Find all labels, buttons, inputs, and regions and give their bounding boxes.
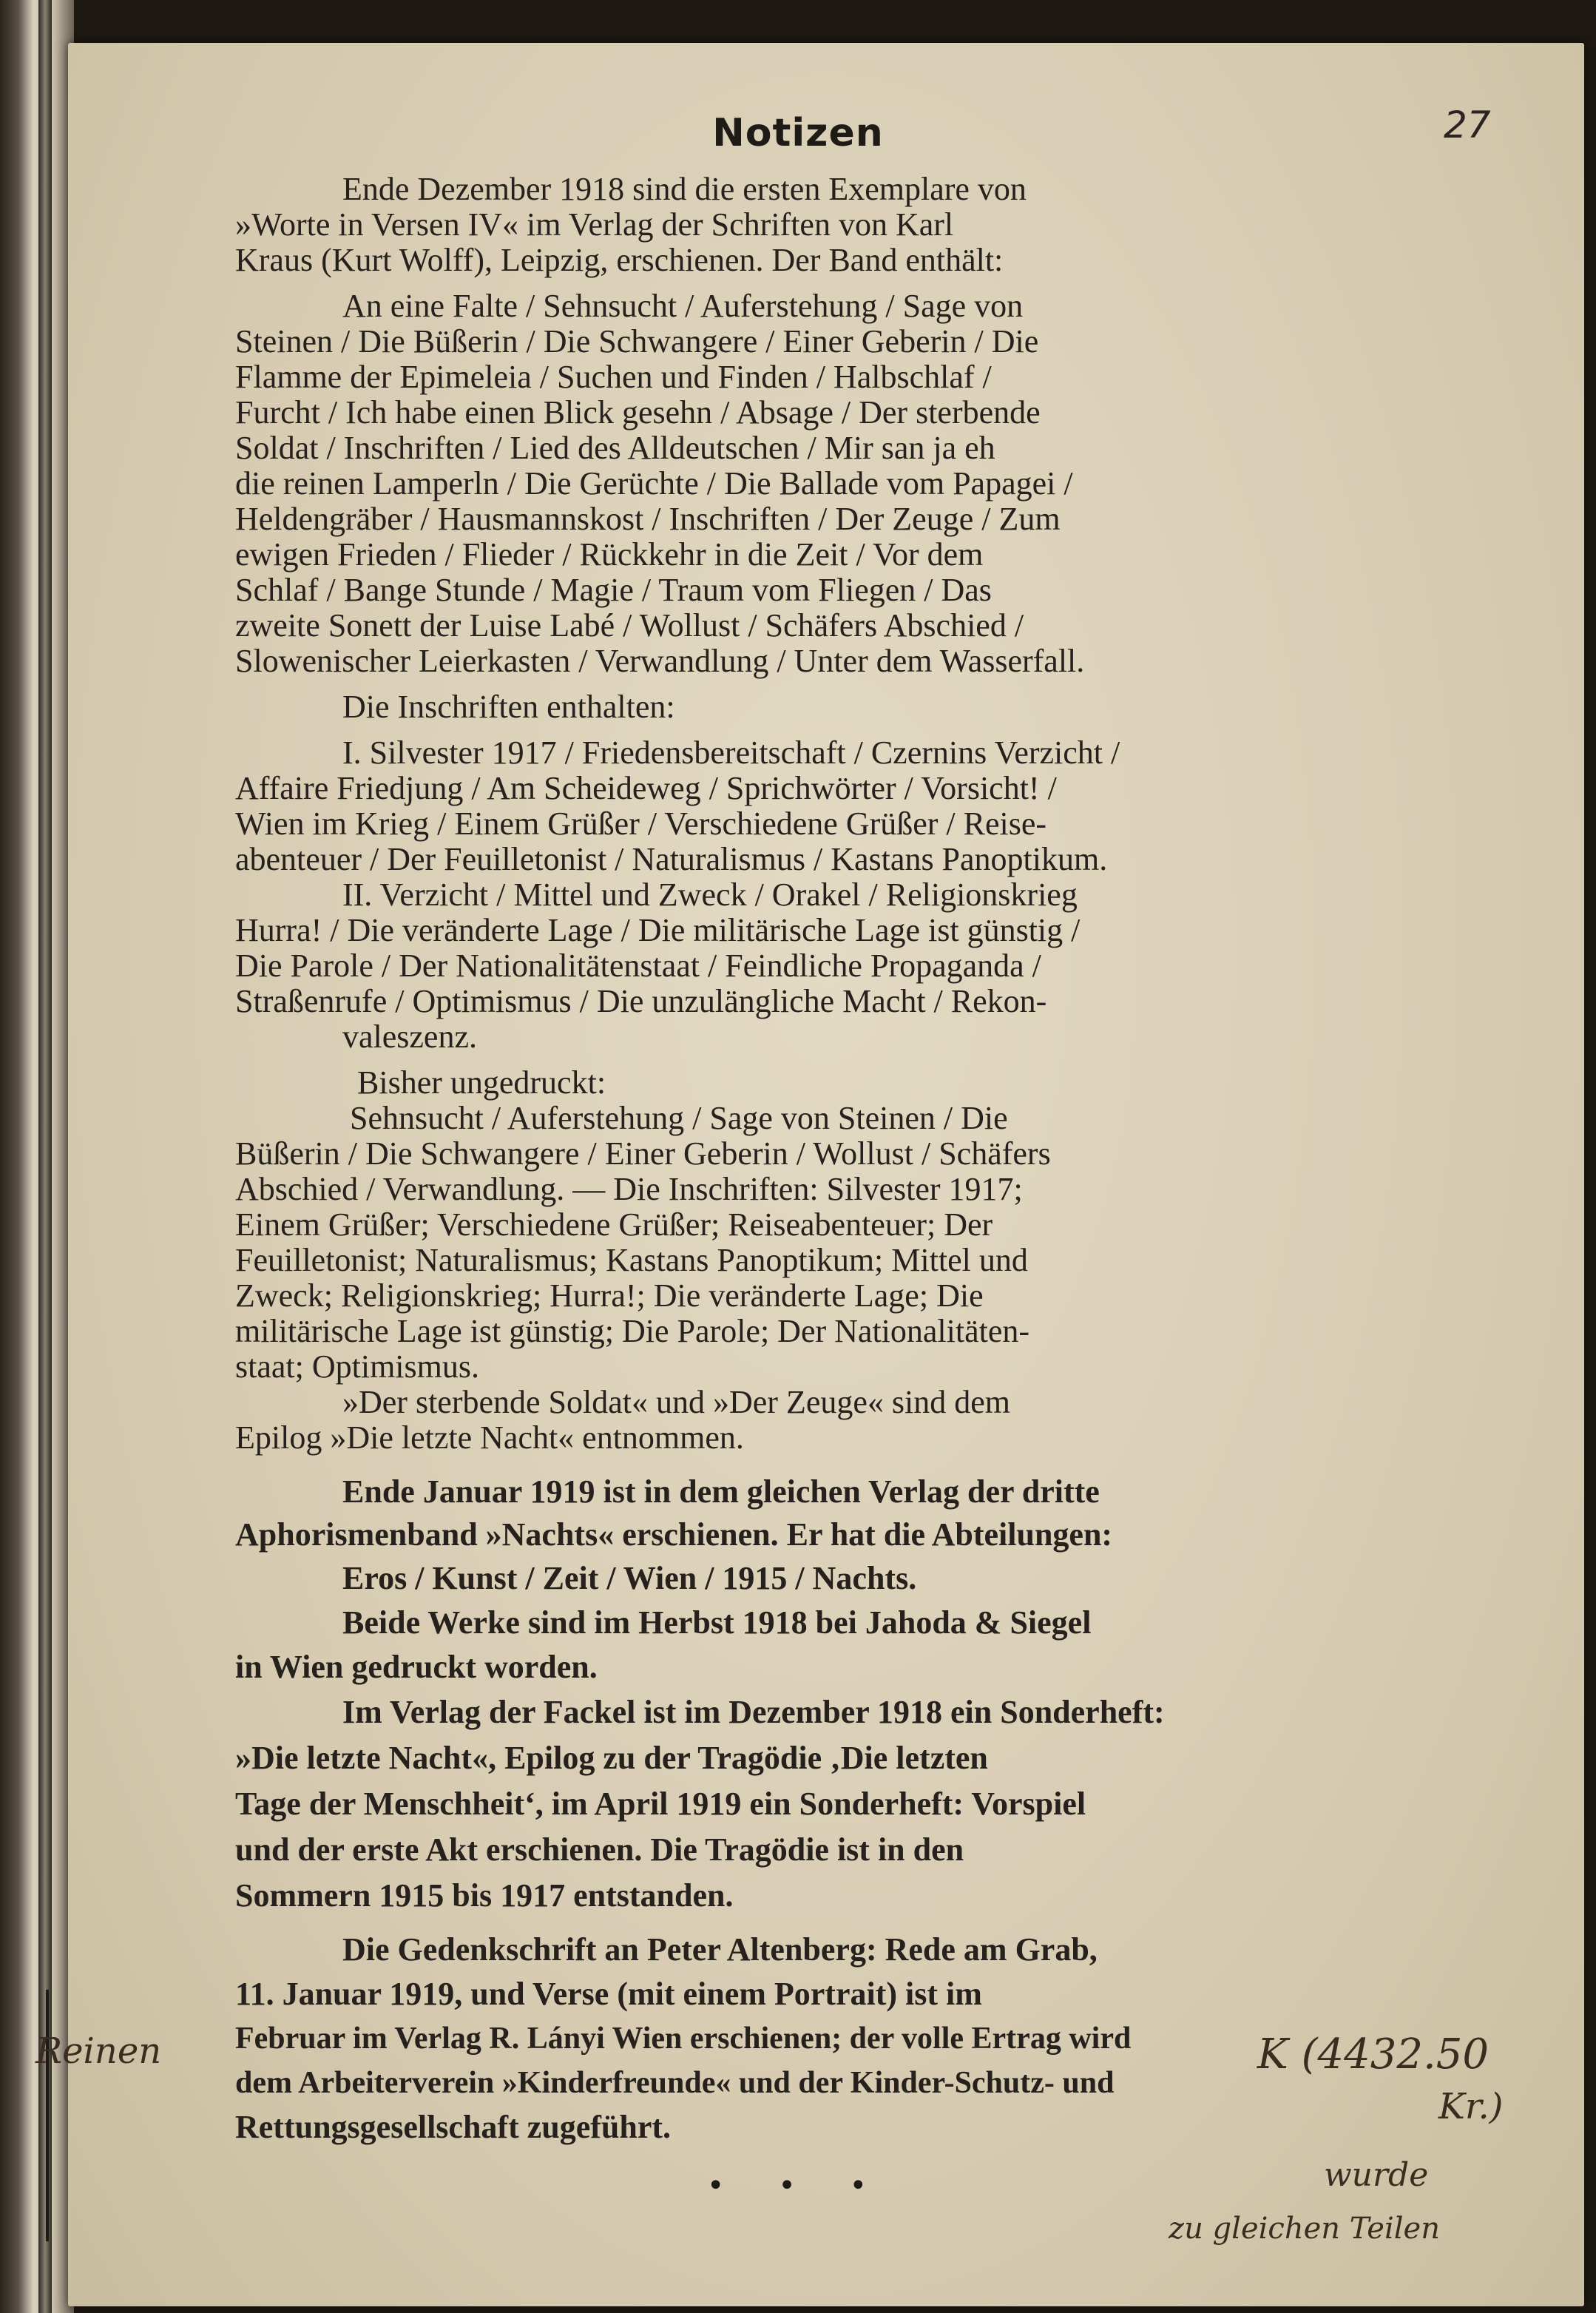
text-line: Straßenrufe / Optimismus / Die unzulängliche Macht / Rekon- xyxy=(235,983,1047,1019)
text-line: Ende Dezember 1918 sind die ersten Exemplare von xyxy=(342,171,1027,207)
text-line: »Die letzte Nacht«, Epilog zu der Tragödie ‚Die letzten xyxy=(235,1740,988,1776)
text-line: dem Arbeiterverein »Kinderfreunde« und der Kinder-Schutz- und xyxy=(235,2066,1115,2100)
text-line: I. Silvester 1917 / Friedensbereitschaft / Czernins Verzicht / xyxy=(342,735,1120,771)
text-line: Einem Grüßer; Verschiedene Grüßer; Reiseabenteuer; Der xyxy=(235,1206,993,1243)
text-line: »Der sterbende Soldat« und »Der Zeuge« sind dem xyxy=(342,1384,1010,1420)
paragraph-inscriptions-part1 xyxy=(235,735,1268,877)
text-line: Epilog »Die letzte Nacht« entnommen. xyxy=(235,1419,744,1456)
handwritten-margin-left: Reinen xyxy=(35,2030,162,2072)
binding-edge xyxy=(38,0,52,2313)
text-line: Februar im Verlag R. Lányi Wien erschienen; der volle Ertrag wird xyxy=(235,2022,1132,2056)
text-line: Ende Januar 1919 ist in dem gleichen Verlag der dritte xyxy=(342,1473,1100,1510)
paragraph-fackel xyxy=(235,1689,1268,1919)
body-text xyxy=(235,172,1268,2150)
text-line: Zweck; Religionskrieg; Hurra!; Die veränderte Lage; Die xyxy=(235,1277,984,1314)
text-line: militärische Lage ist günstig; Die Parole; Der Nationalitäten- xyxy=(235,1313,1030,1349)
text-line: Sommern 1915 bis 1917 entstanden. xyxy=(235,1877,734,1914)
text-line: die reinen Lamperln / Die Gerüchte / Die Ballade vom Papagei / xyxy=(235,465,1073,502)
text-line: Büßerin / Die Schwangere / Einer Geberin / Wollust / Schäfers xyxy=(235,1135,1051,1172)
paragraph-inscriptions-part2 xyxy=(235,877,1268,1055)
margin-rule xyxy=(46,1990,49,2241)
text-line: Eros / Kunst / Zeit / Wien / 1915 / Nachts. xyxy=(342,1560,917,1596)
section-ornament: • • • xyxy=(706,2169,890,2203)
text-line: ewigen Frieden / Flieder / Rückkehr in die Zeit / Vor dem xyxy=(235,536,984,573)
text-line: staat; Optimismus. xyxy=(235,1348,479,1385)
text-line: Die Inschriften enthalten: xyxy=(342,689,675,725)
text-line: Furcht / Ich habe einen Blick gesehn / Absage / Der sterbende xyxy=(235,394,1041,430)
paragraph-printer xyxy=(235,1601,1268,1689)
text-line: Die Parole / Der Nationalitätenstaat / Feindliche Propaganda / xyxy=(235,948,1041,984)
text-line: Rettungsgesellschaft zugeführt. xyxy=(235,2109,672,2145)
text-line: Slowenischer Leierkasten / Verwandlung / Unter dem Wasserfall. xyxy=(235,643,1085,679)
page-title: Notizen xyxy=(712,111,884,155)
paragraph-altenberg xyxy=(235,1928,1268,2150)
paragraph-contents-list xyxy=(235,288,1268,679)
text-line: Bisher ungedruckt: xyxy=(357,1064,606,1101)
text-line: und der erste Akt erschienen. Die Tragödie ist in den xyxy=(235,1831,964,1868)
handwritten-note-teilen: zu gleichen Teilen xyxy=(1169,2212,1440,2246)
paragraph-unpublished-list xyxy=(235,1101,1268,1385)
text-line: Soldat / Inschriften / Lied des Alldeutschen / Mir san ja eh xyxy=(235,430,995,466)
text-line: Tage der Menschheit‘, im April 1919 ein Sonderheft: Vorspiel xyxy=(235,1786,1086,1822)
page-number: 27 xyxy=(1444,104,1491,146)
text-line: Beide Werke sind im Herbst 1918 bei Jahoda & Siegel xyxy=(342,1604,1092,1641)
text-line: II. Verzicht / Mittel und Zweck / Orakel / Religionskrieg xyxy=(342,877,1078,913)
text-line: in Wien gedruckt worden. xyxy=(235,1649,598,1685)
paragraph-unpublished-heading xyxy=(235,1065,1268,1101)
text-line: Sehnsucht / Auferstehung / Sage von Steinen / Die xyxy=(350,1100,1008,1136)
text-line: Abschied / Verwandlung. — Die Inschriften: Silvester 1917; xyxy=(235,1171,1023,1207)
text-line: Hurra! / Die veränderte Lage / Die militärische Lage ist günstig / xyxy=(235,912,1081,948)
text-line: zweite Sonett der Luise Labé / Wollust / Schäfers Abschied / xyxy=(235,607,1024,644)
paragraph-epilog-note xyxy=(235,1385,1268,1456)
text-line: Affaire Friedjung / Am Scheideweg / Sprichwörter / Vorsicht! / xyxy=(235,770,1057,806)
text-line: Heldengräber / Hausmannskost / Inschriften / Der Zeuge / Zum xyxy=(235,501,1061,537)
handwritten-amount: K (4432.50 xyxy=(1257,2030,1490,2079)
text-line: Steinen / Die Büßerin / Die Schwangere / Einer Geberin / Die xyxy=(235,323,1039,359)
paragraph-intro xyxy=(235,172,1268,278)
text-line: Aphorismenband »Nachts« erschienen. Er hat die Abteilungen: xyxy=(235,1516,1113,1553)
text-line: 11. Januar 1919, und Verse (mit einem Portrait) ist im xyxy=(235,1976,982,2012)
text-line: »Worte in Versen IV« im Verlag der Schriften von Karl xyxy=(235,206,954,243)
text-line: Im Verlag der Fackel ist im Dezember 1918 ein Sonderheft: xyxy=(342,1694,1165,1730)
text-line: abenteuer / Der Feuilletonist / Naturalismus / Kastans Panoptikum. xyxy=(235,841,1108,877)
text-line: An eine Falte / Sehnsucht / Auferstehung / Sage von xyxy=(342,288,1024,324)
paragraph-nachts xyxy=(235,1470,1268,1556)
text-line: Flamme der Epimeleia / Suchen und Finden / Halbschlaf / xyxy=(235,359,992,395)
text-line: Feuilletonist; Naturalismus; Kastans Panoptikum; Mittel und xyxy=(235,1242,1028,1278)
text-line: Kraus (Kurt Wolff), Leipzig, erschienen. Der Band enthält: xyxy=(235,242,1004,278)
book-binding xyxy=(0,0,74,2313)
text-line: Wien im Krieg / Einem Grüßer / Verschiedene Grüßer / Reise- xyxy=(235,806,1047,842)
text-line: valeszenz. xyxy=(342,1019,477,1055)
handwritten-note-wurde: wurde xyxy=(1324,2156,1429,2194)
paragraph-nachts-sections xyxy=(235,1556,1268,1601)
paragraph-inscriptions-heading xyxy=(235,689,1268,725)
text-line: Schlaf / Bange Stunde / Magie / Traum vom Fliegen / Das xyxy=(235,572,992,608)
handwritten-currency: Kr.) xyxy=(1438,2086,1504,2127)
text-line: Die Gedenkschrift an Peter Altenberg: Rede am Grab, xyxy=(342,1931,1098,1968)
bold-section xyxy=(235,1470,1268,2150)
